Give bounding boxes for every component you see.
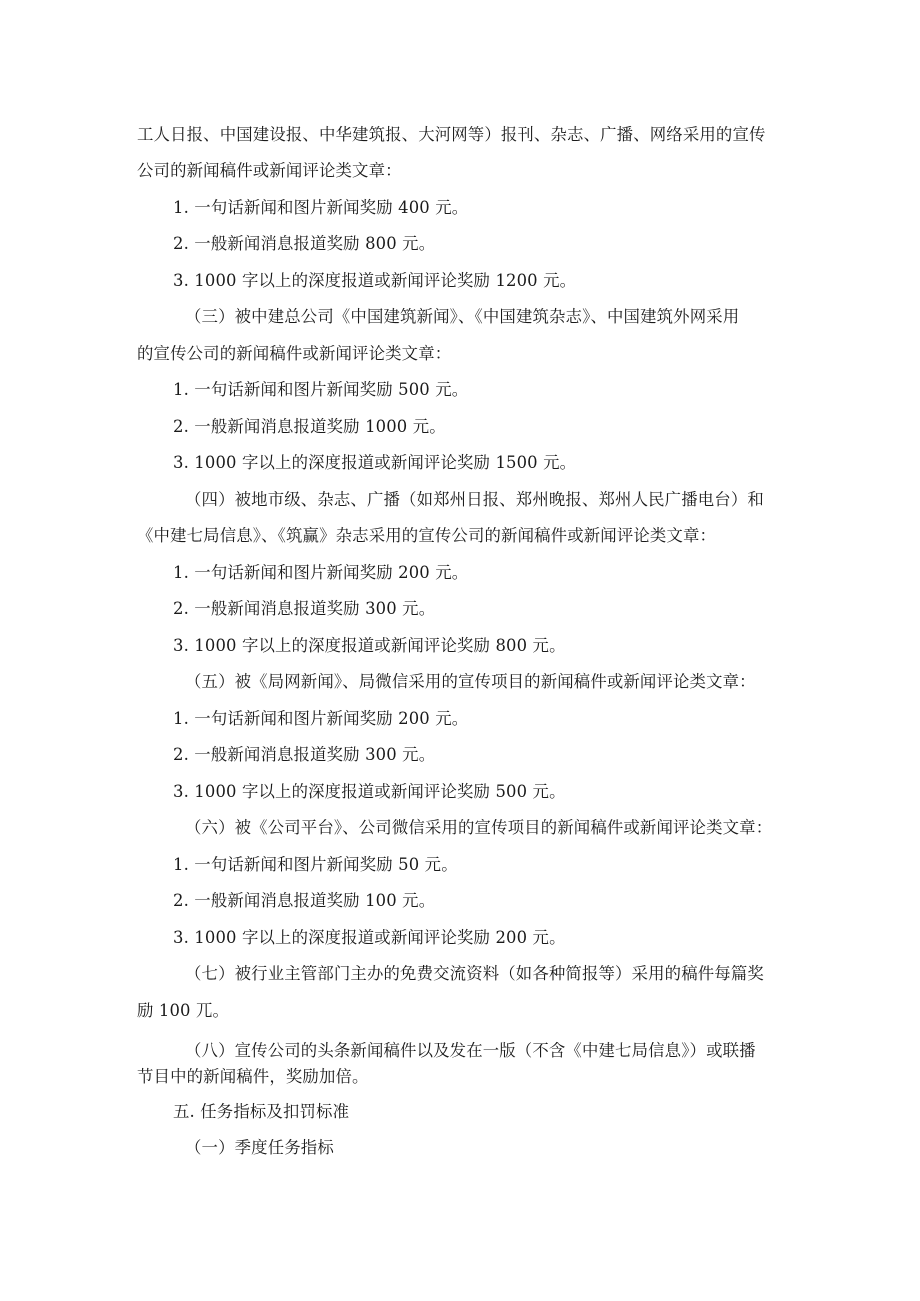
list-item: 3. 1000 字以上的深度报道或新闻评论奖励 1500 元。 xyxy=(173,453,577,472)
chapter-heading: 五. 任务指标及扣罚标准 xyxy=(173,1102,350,1121)
list-item: 2. 一般新闻消息报道奖励 300 元。 xyxy=(173,599,436,618)
list-item: 1. 一句话新闻和图片新闻奖励 500 元。 xyxy=(173,380,469,399)
list-item: 2. 一般新闻消息报道奖励 800 元。 xyxy=(173,234,436,253)
list-item: 1. 一句话新闻和图片新闻奖励 200 元。 xyxy=(173,563,469,582)
list-item: 2. 一般新闻消息报道奖励 100 元。 xyxy=(173,891,436,910)
paragraph-line: 节目中的新闻稿件，奖励加倍。 xyxy=(137,1067,369,1086)
paragraph-line: 励 100 兀。 xyxy=(137,1001,230,1020)
section-heading: （三）被中建总公司《中国建筑新闻》、《中国建筑杂志》、中国建筑外网采用 xyxy=(185,307,740,326)
list-item: 3. 1000 字以上的深度报道或新闻评论奖励 800 元。 xyxy=(173,636,566,655)
list-item: 3. 1000 字以上的深度报道或新闻评论奖励 500 元。 xyxy=(173,782,566,801)
subsection-heading: （一）季度任务指标 xyxy=(185,1138,334,1157)
list-item: 3. 1000 字以上的深度报道或新闻评论奖励 200 元。 xyxy=(173,928,566,947)
list-item: 3. 1000 字以上的深度报道或新闻评论奖励 1200 元。 xyxy=(173,271,577,290)
section-heading: （五）被《局网新闻》、局微信采用的宣传项目的新闻稿件或新闻评论类文章： xyxy=(185,672,756,691)
list-item: 1. 一句话新闻和图片新闻奖励 50 元。 xyxy=(173,855,458,874)
paragraph-line: 《中建七局信息》、《筑赢》杂志采用的宣传公司的新闻稿件或新闻评论类文章： xyxy=(137,526,717,545)
list-item: 2. 一般新闻消息报道奖励 1000 元。 xyxy=(173,417,446,436)
list-item: 1. 一句话新闻和图片新闻奖励 400 元。 xyxy=(173,198,469,217)
section-heading: （四）被地市级、杂志、广播（如郑州日报、郑州晚报、郑州人民广播电台）和 xyxy=(185,490,764,509)
paragraph-line: 公司的新闻稿件或新闻评论类文章： xyxy=(137,161,402,180)
section-heading: （六）被《公司平台》、公司微信采用的宣传项目的新闻稿件或新闻评论类文章： xyxy=(185,818,773,837)
list-item: 1. 一句话新闻和图片新闻奖励 200 元。 xyxy=(173,709,469,728)
paragraph-line: 工人日报、中国建设报、中华建筑报、大河网等）报刊、杂志、广播、网络采用的宣传 xyxy=(137,125,766,144)
section-heading: （七）被行业主管部门主办的免费交流资料（如各种简报等）采用的稿件每篇奖 xyxy=(185,964,764,983)
section-heading: （八）宣传公司的头条新闻稿件以及发在一版（不含《中建七局信息》）或联播 xyxy=(185,1041,756,1060)
list-item: 2. 一般新闻消息报道奖励 300 元。 xyxy=(173,745,436,764)
paragraph-line: 的宣传公司的新闻稿件或新闻评论类文章： xyxy=(137,344,452,363)
